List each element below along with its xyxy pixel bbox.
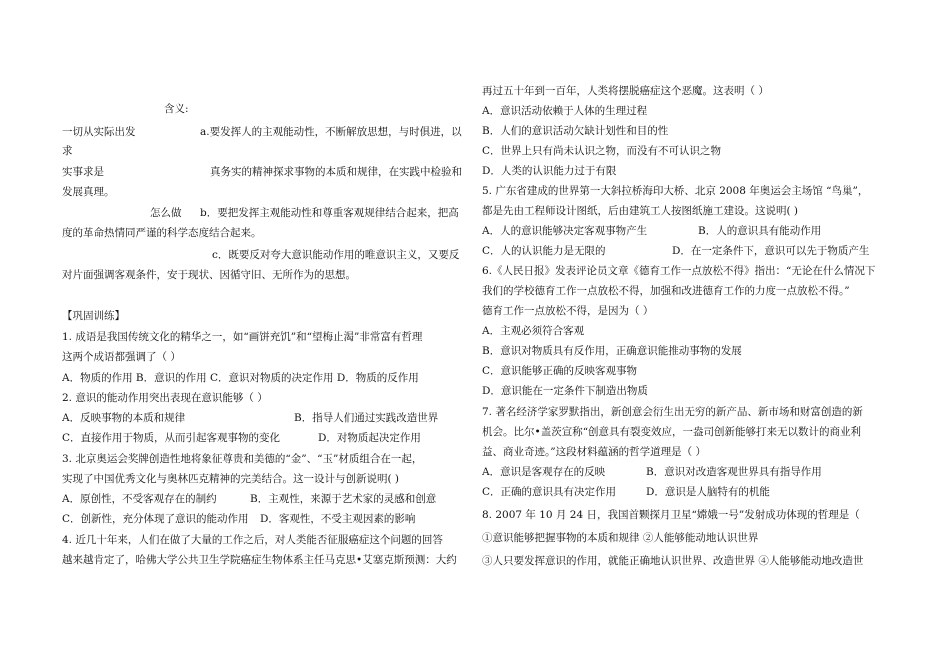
- q2-option-c: C．直接作用于物质，从而引起客观事物的变化: [62, 432, 281, 444]
- q6-option-b: B．意识对物质具有反作用，正确意识能推动事物的发展: [482, 345, 742, 357]
- q8-options-1-2: ①意识能够把握事物的本质和规律 ②人能够能动地认识世界: [482, 532, 759, 544]
- q4-line1: 4. 近几十年来，人们在做了大量的工作之后，对人类能否征服癌症这个问题的回答: [62, 534, 443, 546]
- q6-line3: 德育工作一点放松不得，是因为（ ）: [482, 305, 654, 317]
- row4-text: c．既要反对夸大意识能动作用的唯意识主义，又要反: [212, 249, 460, 261]
- q7-option-b: B．意识对改造客观世界具有指导作用: [646, 466, 822, 478]
- q3-line2: 实现了中国优秀文化与奥林匹克精神的完美结合。这一设计与创新说明( ): [62, 473, 400, 485]
- q6-line2: 我们的学校德育工作一点放松不得，加强和改进德育工作的力度一点放松不得。”: [482, 285, 850, 297]
- q7-option-c: C．正确的意识具有决定作用: [482, 486, 617, 498]
- q5-line2: 都是先由工程师设计图纸，后由建筑工人按图纸施工建设。这说明( ): [482, 205, 799, 217]
- q8-options-3-4: ③人只要发挥意识的作用，就能正确地认识世界、改造世界 ④人能够能动地改造世: [482, 555, 864, 567]
- q4-line3: 再过五十年到一百年，人类将摆脱癌症这个恶魔。这表明（ ）: [482, 85, 769, 97]
- row4-cont: 对片面强调客观条件，安于现状、因循守旧、无所作为的思想。: [62, 269, 356, 281]
- q8-line1: 8. 2007 年 10 月 24 日，我国首颗探月卫星“嫦娥一号”发射成功体现的哲理是（: [482, 509, 860, 521]
- q1-line2: 这两个成语都强调了（ ）: [62, 351, 181, 363]
- q1-line1: 1. 成语是我国传统文化的精华之一，如“画饼充饥”和“望梅止渴”非常富有哲理: [62, 331, 423, 343]
- row1-cont: 求: [62, 145, 73, 157]
- row3-cont: 度的革命热情同严谨的科学态度结合起来。: [62, 227, 262, 239]
- q4-line2: 越来越肯定了，哈佛大学公共卫生学院癌症生物体系主任马克思•艾塞克斯预测：大约: [62, 554, 457, 566]
- section-title: 【巩固训练】: [62, 310, 125, 322]
- q5-option-b: B．人的意识具有能动作用: [698, 225, 822, 237]
- q5-option-d: D．在一定条件下，意识可以先于物质产生: [672, 245, 870, 257]
- q3-option-a: A．原创性，不受客观存在的制约: [62, 493, 217, 505]
- q4-option-d: D．人类的认识能力过于有限: [482, 165, 617, 177]
- q4-option-c: C．世界上只有尚未认识之物，而没有不可认识之物: [482, 145, 722, 157]
- q7-option-d: D．意识是人脑特有的机能: [646, 486, 770, 498]
- row2-text: 真务实的精神探求事物的本质和规律，在实践中检验和: [210, 166, 462, 178]
- q2-option-a: A．反映事物的本质和规律: [62, 412, 186, 424]
- q1-options: A．物质的作用 B．意识的作用 C．意识对物质的决定作用 D．物质的反作用: [62, 372, 419, 384]
- q2-option-d: D．对物质起决定作用: [318, 432, 421, 444]
- q3-option-c: C．创新性，充分体现了意识的能动作用: [62, 513, 249, 525]
- q6-option-a: A．主观必须符合客观: [482, 325, 585, 337]
- row1-text: a.要发挥人的主观能动性，不断解放思想，与时俱进，以: [200, 126, 462, 138]
- q2-line1: 2. 意识的能动作用突出表现在意识能够（ ）: [62, 392, 268, 404]
- q4-option-b: B．人们的意识活动欠缺计划性和目的性: [482, 125, 669, 137]
- q3-option-b: B．主观性，来源于艺术家的灵感和创意: [250, 493, 437, 505]
- q5-option-c: C．人的认识能力是无限的: [482, 245, 606, 257]
- q7-option-a: A．意识是客观存在的反映: [482, 466, 606, 478]
- row3-label: 怎么做: [150, 207, 182, 219]
- q7-line2: 机会。比尔•盖茨宣称“创意具有裂变效应，一盎司创新能够打来无以数计的商业利: [482, 426, 862, 438]
- q5-option-a: A．人的意识能够决定客观事物产生: [482, 225, 648, 237]
- q6-option-c: C．意识能够正确的反映客观事物: [482, 365, 638, 377]
- row1-label: 一切从实际出发: [62, 126, 136, 138]
- q3-option-d: D．客观性，不受主观因素的影响: [260, 513, 416, 525]
- row2-label: 实事求是: [62, 166, 104, 178]
- q7-line3: 益、商业奇迹。”这段材料蕴涵的哲学道理是（ ）: [482, 446, 706, 458]
- row3-text: b．要把发挥主观能动性和尊重客观规律结合起来，把高: [200, 207, 459, 219]
- q2-option-b: B．指导人们通过实践改造世界: [294, 412, 439, 424]
- meaning-label: 含义:: [164, 103, 189, 115]
- row2-cont: 发展真理。: [62, 186, 115, 198]
- q6-option-d: D．意识能在一定条件下制造出物质: [482, 385, 648, 397]
- q3-line1: 3. 北京奥运会奖牌创造性地将象征尊贵和美德的“金”、“玉”材质组合在一起，: [62, 453, 423, 465]
- q4-option-a: A．意识活动依赖于人体的生理过程: [482, 105, 648, 117]
- q6-line1: 6.《人民日报》发表评论员文章《德育工作一点放松不得》指出：“无论在什么情况下: [482, 265, 876, 277]
- q7-line1: 7. 著名经济学家罗默指出，新创意会衍生出无穷的新产品、新市场和财富创造的新: [482, 406, 863, 418]
- q5-line1: 5. 广东省建成的世界第一大斜拉桥海印大桥、北京 2008 年奥运会主场馆 “鸟巢”，: [482, 185, 869, 197]
